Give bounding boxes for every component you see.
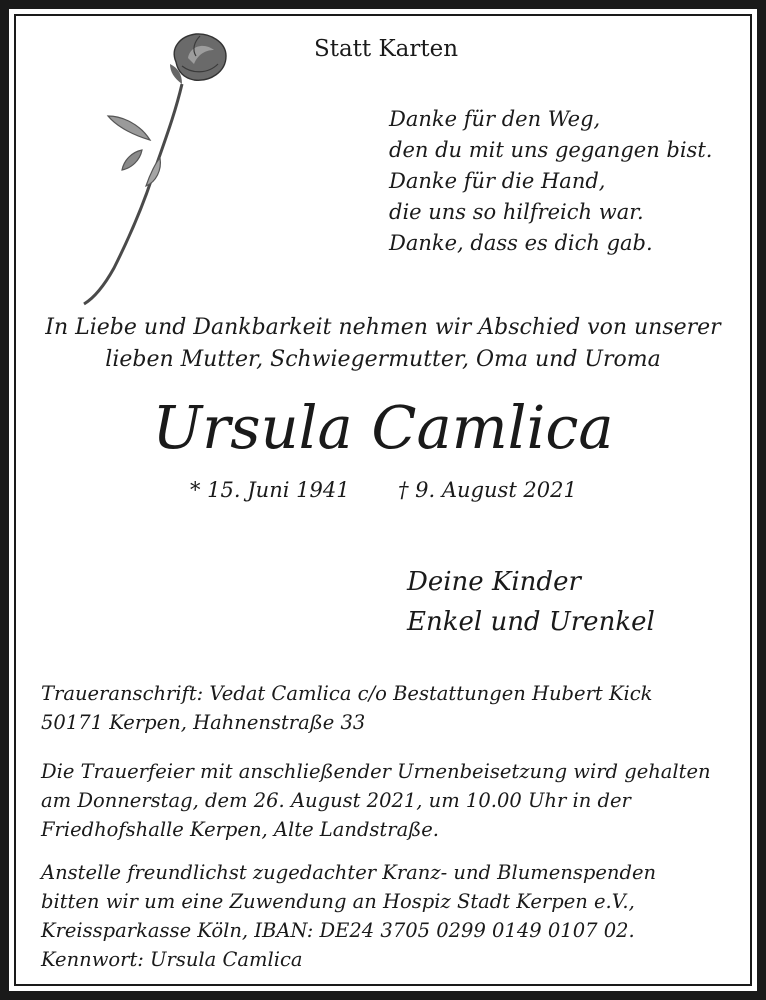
poem xyxy=(389,104,712,259)
family-signature xyxy=(407,562,655,642)
address-line: 50171 Kerpen, Hahnenstraße 33 xyxy=(41,711,366,734)
family-line: Deine Kinder xyxy=(407,567,581,597)
poem-line: Danke, dass es dich gab. xyxy=(389,231,653,255)
donation-line: Anstelle freundlichst zugedachter Kranz- und Blumenspenden xyxy=(41,861,657,884)
poem-line: Danke für den Weg, xyxy=(389,107,601,131)
ceremony-notice xyxy=(41,757,711,844)
intro-line: lieben Mutter, Schwiegermutter, Oma und Uroma xyxy=(105,347,661,372)
ceremony-line: Die Trauerfeier mit anschließender Urnenbeisetzung wird gehalten xyxy=(41,760,711,783)
deceased-name: Ursula Camlica xyxy=(152,393,614,462)
intro-text xyxy=(0,312,766,376)
poem-line: Danke für die Hand, xyxy=(389,169,606,193)
death-date: † 9. August 2021 xyxy=(398,478,577,502)
rose-icon xyxy=(70,28,240,310)
address-line: Traueranschrift: Vedat Camlica c/o Bestattungen Hubert Kick xyxy=(41,682,653,705)
intro-line: In Liebe und Dankbarkeit nehmen wir Abschied von unserer xyxy=(45,315,721,340)
header-statt-karten: Statt Karten xyxy=(313,36,459,62)
mourning-address xyxy=(41,679,652,737)
poem-line: den du mit uns gegangen bist. xyxy=(389,138,713,162)
donation-line: Kreissparkasse Köln, IBAN: DE24 3705 0299 0149 0107 02. xyxy=(41,919,635,942)
ceremony-line: am Donnerstag, dem 26. August 2021, um 10.00 Uhr in der xyxy=(41,789,631,812)
donation-notice xyxy=(41,858,656,974)
donation-line: bitten wir um eine Zuwendung an Hospiz Stadt Kerpen e.V., xyxy=(41,890,635,913)
poem-line: die uns so hilfreich war. xyxy=(389,200,644,224)
family-line: Enkel und Urenkel xyxy=(407,607,655,637)
birth-date: * 15. Juni 1941 xyxy=(190,478,350,502)
donation-line: Kennwort: Ursula Camlica xyxy=(41,948,303,971)
ceremony-line: Friedhofshalle Kerpen, Alte Landstraße. xyxy=(41,818,439,841)
